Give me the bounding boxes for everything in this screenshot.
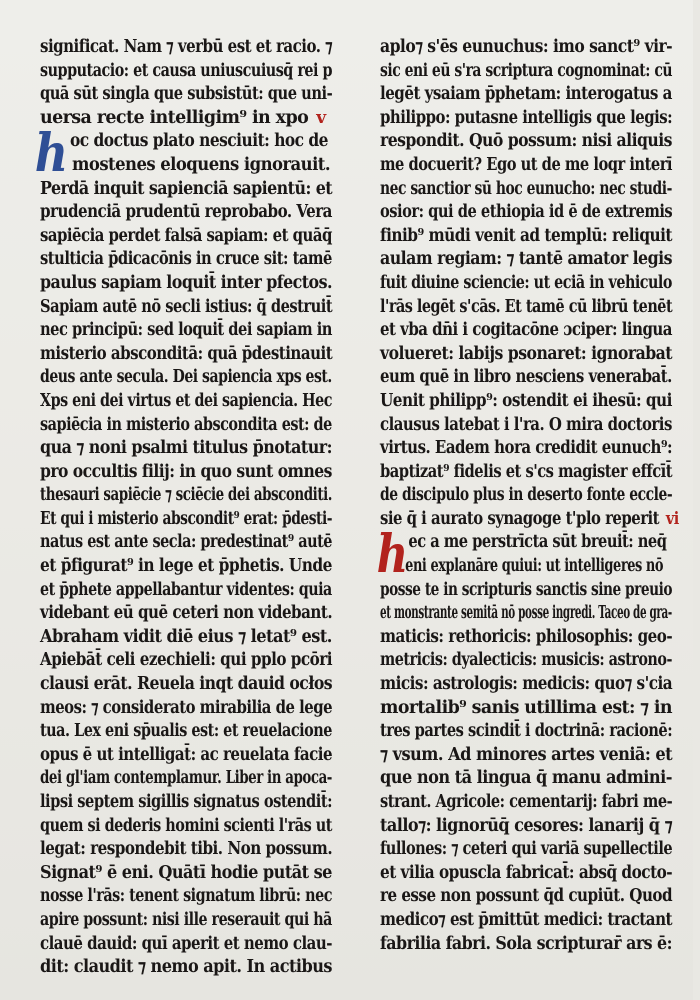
text-line: clausi erāt. Reuela inqt dauid ocłos <box>40 674 333 695</box>
text-line: Perdā inquit sapienciā sapientū: et <box>40 178 333 199</box>
text-line: qua ⁊ noni psalmi titulus p̄notatur: <box>40 438 332 459</box>
text-line: Signat⁹ ē eni. Quātī hodie putāt se <box>40 862 332 883</box>
text-line: dei gl'iam contemplamur. Liber in apoca- <box>40 768 332 789</box>
text-line: maticis: rethoricis: philosophis: geo- <box>380 626 673 647</box>
text-line: uersa recte intelligim⁹ in xpo <box>40 107 309 128</box>
text-line: quem si dederis homini scienti l'rās ut <box>40 815 332 836</box>
text-line: clausus latebat i l'ra. O mira doctoris <box>380 414 672 435</box>
text-line: eum quē in libro nesciens venerabat̄. <box>380 367 672 388</box>
text-line: Et qui i misterio abscondit⁹ erat: p̄desti- <box>40 508 333 529</box>
text-line: nec principū: sed loquit̄ dei sapiam in <box>40 320 332 341</box>
text-line-with-chapter-mark <box>40 107 332 131</box>
text-line: supputacio: et causa uniuscuiusq̄ rei p <box>40 60 333 81</box>
text-line: medico⁊ est p̄mittūt medici: tractant <box>380 909 673 930</box>
text-line: de discipulo plus in deserto fonte eccle- <box>380 485 673 506</box>
chapter-number-v: v <box>316 107 326 128</box>
text-line: legēt ysaiam p̄phetam: interogatus a <box>380 84 672 105</box>
text-line: stulticia p̄dicacōnis in cruce sit: tamē <box>40 249 332 270</box>
text-line: eni explanāre quiui: ut intelligeres nō <box>405 556 664 577</box>
text-line: Sapiam autē nō secli istius: q̄ destruit̄ <box>40 296 333 317</box>
text-line: meos: ⁊ considerato mirabilia de lege <box>40 697 333 718</box>
text-line: et vba dn̄i i cogitacōne ɔciper: lingua <box>380 320 673 341</box>
text-line: sic eni eū s'ra scriptura cognominat: cū <box>380 60 673 81</box>
text-line: prudenciā prudentū reprobabo. Vera <box>40 202 332 223</box>
text-line: videbant eū quē ceteri non videbant. <box>40 603 333 624</box>
chapter-number-vi: vi <box>665 508 679 529</box>
text-line: et vilia opuscla fabricat̄: absq̄ docto- <box>380 862 673 883</box>
text-line: mostenes eloquens ignorauit. <box>72 154 331 175</box>
text-line: et monstrante semitā nō posse ingredi. Taceo de gra- <box>380 603 672 624</box>
text-line: nosse l'rās: tenent signatum librū: nec <box>40 886 332 907</box>
text-line: tres partes scindit̄ i doctrinā: racionē: <box>380 721 673 742</box>
text-line: l'rās legēt s'cās. Et tamē cū librū tenēt <box>380 296 673 317</box>
text-line: que non tā lingua q̄ manu admini- <box>380 768 672 789</box>
text-line: legat: respondebit tibi. Non possum. <box>40 839 333 860</box>
text-line: aulam regiam: ⁊ tantē amator legis <box>380 249 672 270</box>
text-line: posse te in scripturis sanctis sine preuio <box>380 579 673 600</box>
text-line: ⁊ vsum. Ad minores artes veniā: et <box>380 744 673 765</box>
text-line: natus est ante secla: predestinat⁹ autē <box>40 532 332 553</box>
text-line: virtus. Eadem hora credidit eunuch⁹: <box>380 438 673 459</box>
text-line: quā sūt singla que subsistūt: que uni- <box>40 84 333 105</box>
text-line: nec sanctior sū hoc eunucho: nec studi- <box>380 178 672 199</box>
text-line: apire possunt: nisi ille reserauit qui hā <box>40 909 332 930</box>
text-line: philippo: putasne intelligis que legis: <box>380 107 673 128</box>
text-line: oc doctus plato nesciuit: hoc de <box>70 131 328 152</box>
text-line: re esse non possunt q̄d cupiūt. Quod <box>380 886 673 907</box>
text-line: et p̄figurat⁹ in lege et p̄phetis. Unde <box>40 556 332 577</box>
decorated-initial-blue: h <box>34 123 68 185</box>
text-line: fabrilia fabri. Sola scripturar̄ ars ē: <box>380 933 672 954</box>
text-line: Abraham vidit diē eius ⁊ letat⁹ est. <box>40 626 332 647</box>
text-line: sie q̄ i aurato synagoge t'plo reperit <box>380 508 660 529</box>
text-line: tallo⁊: lignorūq̄ cesores: lanarij q̄ ⁊ <box>380 815 673 836</box>
text-line: ec a me perstrīcta sūt breuit̄: neq̄ <box>408 532 667 553</box>
text-line: opus ē ut intelligat̄: ac reuelata facie <box>40 744 333 765</box>
text-line: baptizat⁹ fidelis et s'cs magister effcīt̄ <box>380 461 673 482</box>
text-line: Uenit philipp⁹: ostendit ei ihesū: qui <box>380 390 672 411</box>
text-line: strant. Agricole: cementarij: fabri me- <box>380 792 673 812</box>
text-line: sapiēcia in misterio abscondita est: de <box>40 414 332 435</box>
text-line: thesauri sapiēcie ⁊ sciēcie dei absconditi. <box>40 485 332 506</box>
text-line: clauē dauid: quī aperit et nemo clau- <box>40 933 332 954</box>
text-line: micis: astrologis: medicis: quo⁊ s'cia <box>380 674 673 695</box>
text-line: misterio absconditā: quā p̄destinauit <box>40 343 333 364</box>
left-text-column <box>34 36 333 980</box>
text-line: tua. Lex eni sp̄ualis est: et reuelacione <box>40 721 332 742</box>
text-line: deus ante secula. Dei sapiencia xps est. <box>40 367 332 388</box>
text-line: fullones: ⁊ ceteri qui variā supellectile <box>380 839 673 860</box>
decorated-initial-red: h <box>376 524 408 586</box>
text-line: Apiebāt̄ celi ezechieli: qui pplo pcōri <box>40 650 332 671</box>
text-line: metricis: dyalecticis: musicis: astrono- <box>380 650 672 671</box>
text-line: volueret: labijs psonaret: ignorabat <box>380 343 673 364</box>
text-line: aplo⁊ s'ēs eunuchus: imo sanct⁹ vir- <box>380 37 673 57</box>
text-line: pro occultis filij: in quo sunt omnes <box>40 461 332 482</box>
text-line: finib⁹ mūdi venit ad templū: reliquit <box>380 225 672 246</box>
text-line: respondit. Quō possum: nisi aliquis <box>380 131 672 152</box>
text-line: sapiēcia perdet falsā sapiam: et quāq̄ <box>40 225 332 246</box>
text-line: mortalib⁹ sanis utillima est: ⁊ in <box>380 697 672 718</box>
text-line: paulus sapiam loquit̄ inter pfectos. <box>40 272 332 293</box>
text-line: me docuerit? Ego ut de me loqr interī <box>380 154 673 175</box>
text-line: significat. Nam ⁊ verbū est et racio. ⁊ <box>40 37 333 57</box>
text-line: fuit diuine sciencie: ut eciā in vehiculo <box>380 272 672 293</box>
text-line: dit: claudit ⁊ nemo apit. In actibus <box>40 957 332 978</box>
text-line-with-chapter-mark <box>380 508 679 532</box>
text-line: et p̄phete appellabantur videntes: quia <box>40 579 332 600</box>
right-text-column <box>376 36 679 956</box>
text-line: lipsi septem sigillis signatus ostendit̄: <box>40 792 333 812</box>
text-line: Xps eni dei virtus et dei sapiencia. Hec <box>40 390 332 411</box>
text-line: osior: qui de ethiopia id ē de extremis <box>380 202 673 223</box>
